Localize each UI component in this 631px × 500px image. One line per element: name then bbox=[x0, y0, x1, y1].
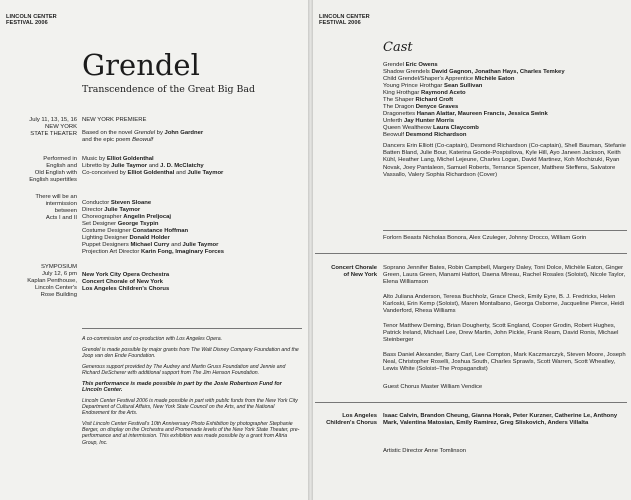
note: Lincoln Center Festival 2006 is made possible in part with public funds from the New York City Department of Cultural Affairs, New York State Council on the Arts, and the National Endowment for the Arts. bbox=[82, 397, 298, 417]
date-venue: July 11, 13, 15, 16 NEW YORK STATE THEATER bbox=[29, 117, 77, 137]
note: A co-commission and co-production with Los Angeles Opera. bbox=[82, 336, 223, 342]
alto-list: Alto Juliana Anderson, Teresa Buchholz, Grace Check, Emily Eyre, B. J. Fredricks, Helen Karloski, Erin Kemp (Soloist), Maren Montalbano, Georga Osborne, Jacqueline Pierce, Heidi Vanderford, Rhesa Williams bbox=[383, 294, 624, 315]
divider bbox=[315, 402, 627, 403]
intermission-note: There will be an intermission between Acts I and II bbox=[35, 194, 77, 221]
children-chorus-list: Isaac Calvin, Brandon Cheung, Gianna Horak, Peter Kurzner, Catherine Le, Anthony Mark, Valentina Matosian, Emily Ramirez, Greg Sliskovich, Anders Villalta bbox=[383, 413, 618, 427]
note: Visit Lincoln Center Festival's 10th Anniversary Photo Exhibition by photographer Stephanie Berger, on display on the Orchestra and Promenade levels of the New York State Theater, pre-performance and at intermission. This exhibition was made possible by a grant from Altria Group, Inc. bbox=[82, 421, 300, 446]
credit-line: Choreographer Angelin Preljocaj bbox=[82, 214, 172, 220]
note: This performance is made possible in part by the Josie Robertson Fund for Lincoln Center. bbox=[82, 380, 282, 393]
creative-credits bbox=[82, 156, 304, 177]
production-credits bbox=[82, 200, 304, 256]
credit-line: Set Designer George Tsypin bbox=[82, 221, 159, 227]
role-line: Grendel Eric Owens bbox=[383, 62, 438, 68]
children-chorus-label: Los Angeles Children's Chorus bbox=[326, 413, 377, 426]
ensemble-name: Los Angeles Children's Chorus bbox=[82, 286, 170, 292]
guest-chorus-master: Guest Chorus Master William Vendice bbox=[383, 384, 483, 390]
ensembles bbox=[82, 272, 304, 293]
page-subtitle: Transcendence of the Great Big Bad bbox=[82, 84, 256, 95]
role-line: The Dragon Denyce Graves bbox=[383, 104, 459, 110]
principal-roles bbox=[383, 62, 627, 139]
role-line: King Hrothgar Raymond Aceto bbox=[383, 90, 466, 96]
forlorn-beasts: Forlorn Beasts Nicholas Bonora, Alex Czuleger, Johnny Drocco, William Gorin bbox=[383, 235, 587, 241]
credit-line: Director Julie Taymor bbox=[82, 207, 141, 213]
credit-line: Music by Elliot Goldenthal bbox=[82, 156, 154, 162]
tenor-list: Tenor Matthew Deming, Brian Dougherty, Scott England, Cooper Grodin, Robert Hughes, Patrick Ireland, Michael Lee, Drew Martin, John Pickle, Frank Ream, David Ronis, Michael Steinberger bbox=[383, 323, 619, 344]
funding-notes bbox=[82, 336, 300, 450]
role-line: Unferth Jay Hunter Morris bbox=[383, 118, 455, 124]
role-line: Queen Wealtheow Laura Claycomb bbox=[383, 125, 479, 131]
left-page bbox=[0, 0, 308, 500]
cast-heading: Cast bbox=[383, 40, 413, 55]
role-line: Child Grendel/Shaper's Apprentice Michèle Eaton bbox=[383, 76, 515, 82]
note: Generous support provided by The Audrey and Martin Gruss Foundation and Jennie and Richard DeScherer with additional support from The Jim Henson Foundation. bbox=[82, 363, 286, 376]
based-on-line: and the epic poem Beowulf bbox=[82, 137, 154, 143]
credit-line: Libretto by Julie Taymor and J. D. McClatchy bbox=[82, 163, 204, 169]
divider bbox=[315, 253, 627, 254]
divider bbox=[383, 230, 627, 231]
credit-line: Puppet Designers Michael Curry and Julie Taymor bbox=[82, 242, 219, 248]
credit-line: Costume Designer Constance Hoffman bbox=[82, 228, 189, 234]
credit-line: Projection Art Director Karin Fong, Imaginary Forces bbox=[82, 249, 225, 255]
page-title: Grendel bbox=[82, 48, 200, 82]
dancers-list: Dancers Erin Elliott (Co-captain), Desmond Richardson (Co-captain), Shell Bauman, Stefanie Batten Bland, Julie Bour, Katerina Goode-Pospisilova, Kyle Hill, Ayo Janeen Jackson, Keith Kühl, Heather Lang, Michel Lejeune, Charles Logan, David Martinez, Koh Mochizuki, Ryan Novak, Joey Pantaleon, Samuel Roberts, Terrance Spencer, Matthew Steffens, Salvatore Vassallo, Valery Sophia Richardson (Cover) bbox=[383, 143, 626, 178]
right-page bbox=[313, 0, 631, 500]
premiere-block bbox=[82, 117, 304, 144]
credit-line: Conductor Steven Sloane bbox=[82, 200, 152, 206]
based-on-line: Based on the novel Grendel by John Gardner bbox=[82, 130, 204, 136]
symposium-note: SYMPOSIUM July 12, 6 pm Kaplan Penthouse, Lincoln Center's Rose Building bbox=[27, 264, 77, 298]
role-line: Young Prince Hrothgar Sean Sullivan bbox=[383, 83, 483, 89]
language-note: Performed in English and Old English with English supertitles bbox=[29, 156, 77, 183]
note: Grendel is made possible by major grants from The Walt Disney Company Foundation and the Joop van den Ende Foundation. bbox=[82, 346, 299, 359]
festival-header-right: LINCOLN CENTER FESTIVAL 2006 bbox=[319, 14, 370, 27]
divider bbox=[82, 328, 302, 329]
ensemble-name: Concert Chorale of New York bbox=[82, 279, 163, 285]
credit-line: Lighting Designer Donald Holder bbox=[82, 235, 170, 241]
bass-list: Bass Daniel Alexander, Barry Carl, Lee Compton, Mark Kaczmarczyk, Steven Moore, Joseph Neal, Christopher Roselli, Joshua South, Charles Sprawls, Scott Warren, Scott Wheatley, Lewis White (Soloist–The Propagandist) bbox=[383, 352, 626, 373]
role-line: Beowulf Desmond Richardson bbox=[383, 132, 467, 138]
ensemble-name: New York City Opera Orchestra bbox=[82, 272, 170, 278]
credit-line: Co-conceived by Elliot Goldenthal and Julie Taymor bbox=[82, 170, 224, 176]
role-line: Shadow Grendels David Gagnon, Jonathan Hays, Charles Temkey bbox=[383, 69, 565, 75]
soprano-list: Soprano Jennifer Bates, Robin Campbell, Margery Daley, Toni Dolce, Michèle Eaton, Ginger Green, Laura Green, Manami Hattori, Daena Mireau, Rachel Rosales (Soloist), Nicole Taylor, Elena Williamson bbox=[383, 265, 626, 286]
artistic-director: Artistic Director Anne Tomlinson bbox=[383, 448, 467, 454]
role-line: The Shaper Richard Croft bbox=[383, 97, 454, 103]
role-line: Dragonettes Hanan Alattar, Maureen Francis, Jessica Swink bbox=[383, 111, 548, 117]
premiere-label: NEW YORK PREMIERE bbox=[82, 117, 147, 123]
festival-header-left: LINCOLN CENTER FESTIVAL 2006 bbox=[6, 14, 57, 27]
chorale-label: Concert Chorale of New York bbox=[331, 265, 377, 278]
